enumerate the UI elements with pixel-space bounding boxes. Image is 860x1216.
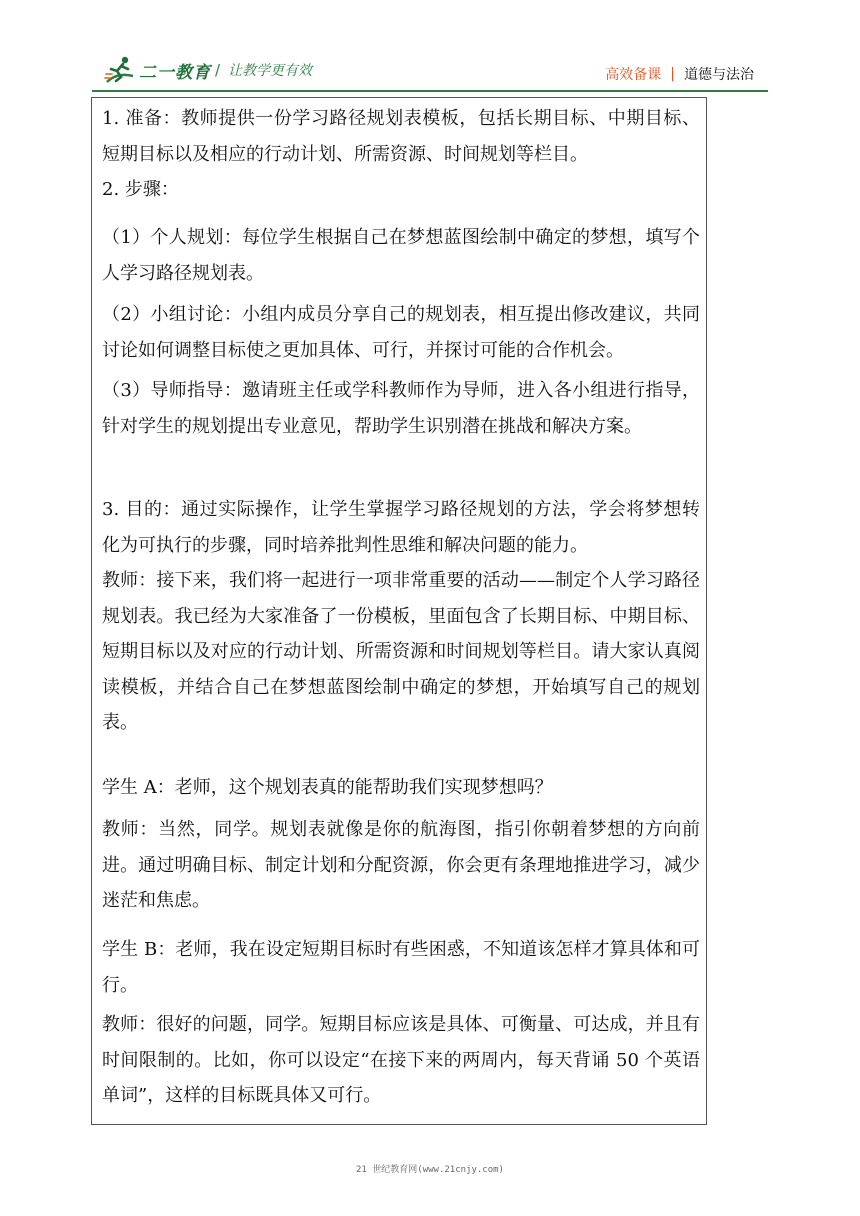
page-header bbox=[0, 0, 860, 96]
page-footer: 21 世纪教育网(www.21cnjy.com) bbox=[356, 1165, 504, 1175]
paragraph-step-2: （2）小组讨论：小组内成员分享自己的规划表，相互提出修改建议，共同讨论如何调整目标使之更加具体、可行，并探讨可能的合作机会。 bbox=[102, 304, 700, 361]
paragraph-preparation: 1. 准备：教师提供一份学习路径规划表模板，包括长期目标、中期目标、短期目标以及相应的行动计划、所需资源、时间规划等栏目。 bbox=[102, 108, 700, 165]
tag-course-prep: 高效备课 bbox=[605, 67, 662, 83]
brand-logo bbox=[103, 54, 312, 86]
vertical-divider-icon: | bbox=[670, 66, 675, 82]
header-divider bbox=[92, 90, 768, 92]
paragraph-teacher-reply-b: 教师：很好的问题，同学。短期目标应该是具体、可衡量、可达成，并且有时间限制的。比如，你可以设定“在接下来的两周内，每天背诵 50 个英语单词”，这样的目标既具体又可行。 bbox=[102, 1014, 700, 1107]
paragraph-steps-heading: 2. 步骤： bbox=[102, 179, 179, 200]
paragraph-step-1: （1）个人规划：每位学生根据自己在梦想蓝图绘制中确定的梦想，填写个人学习路径规划表。 bbox=[102, 227, 700, 284]
slogan: 让教学更有效 bbox=[228, 63, 313, 79]
paragraph-teacher-intro: 教师：接下来，我们将一起进行一项非常重要的活动——制定个人学习路径规划表。我已经为大家准备了一份模板，里面包含了长期目标、中期目标、短期目标以及对应的行动计划、所需资源和时间规划等栏目。请大家认真阅读模板，并结合自己在梦想蓝图绘制中确定的梦想，开始填写自己的规划表。 bbox=[102, 570, 700, 734]
runner-logo-icon bbox=[103, 54, 137, 86]
tag-subject: 道德与法治 bbox=[684, 67, 754, 83]
paragraph-step-3: （3）导师指导：邀请班主任或学科教师作为导师，进入各小组进行指导，针对学生的规划提出专业意见，帮助学生识别潜在挑战和解决方案。 bbox=[102, 380, 700, 437]
paragraph-purpose: 3. 目的：通过实际操作，让学生掌握学习路径规划的方法，学会将梦想转化为可执行的步骤，同时培养批判性思维和解决问题的能力。 bbox=[102, 499, 700, 556]
paragraph-teacher-reply-a: 教师：当然，同学。规划表就像是你的航海图，指引你朝着梦想的方向前进。通过明确目标、制定计划和分配资源，你会更有条理地推进学习，减少迷茫和焦虑。 bbox=[102, 819, 700, 912]
logo-text: 二一教育 bbox=[139, 62, 211, 83]
logo-slash-icon: / bbox=[215, 61, 221, 79]
paragraph-student-a: 学生 A：老师，这个规划表真的能帮助我们实现梦想吗？ bbox=[102, 777, 553, 798]
paragraph-student-b: 学生 B：老师，我在设定短期目标时有些困惑，不知道该怎样才算具体和可行。 bbox=[102, 939, 700, 996]
header-tags bbox=[605, 64, 754, 84]
